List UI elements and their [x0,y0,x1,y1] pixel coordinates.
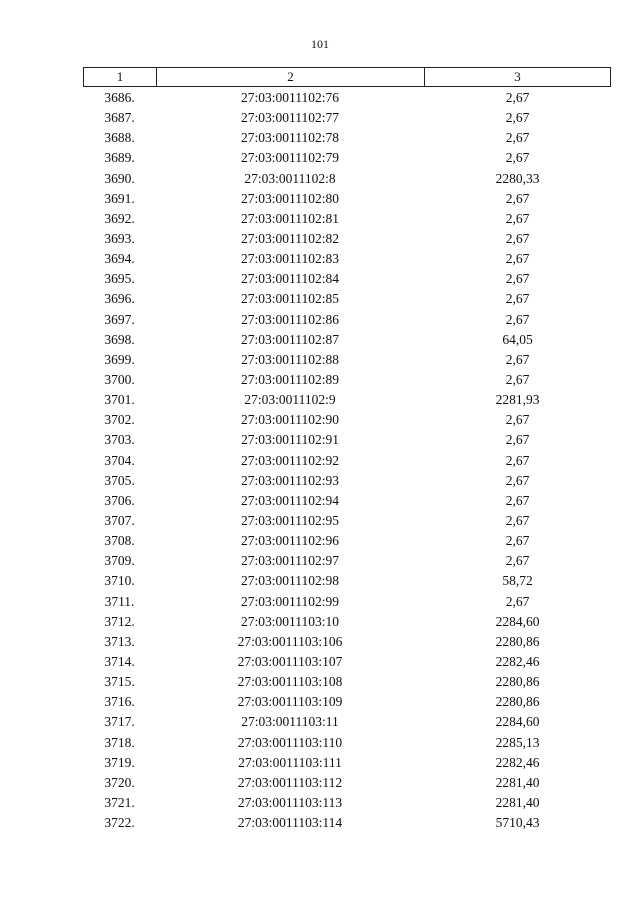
row-value: 2280,86 [495,694,540,710]
table-row [83,471,611,491]
row-number: 3713. [104,633,135,649]
cadastral-number: 27:03:0011103:109 [237,694,343,710]
row-value: 2284,60 [495,613,540,629]
cadastral-number: 27:03:0011102:91 [240,432,339,448]
row-value: 2,67 [505,553,530,569]
table-row [83,511,611,531]
row-number: 3703. [104,432,135,448]
row-value: 2280,86 [495,674,540,690]
table-row [83,169,611,189]
row-number: 3718. [104,734,135,750]
table-row [83,370,611,390]
cadastral-number: 27:03:0011102:95 [240,513,339,529]
table-row [83,310,611,330]
cadastral-number: 27:03:0011103:112 [237,774,343,790]
row-number: 3698. [104,331,135,347]
table-row [83,592,611,612]
row-value: 2,67 [505,472,530,488]
table-row [83,269,611,289]
table-row [83,712,611,732]
data-table [83,67,611,833]
table-row [83,632,611,652]
row-number: 3687. [104,110,135,126]
cadastral-number: 27:03:0011102:90 [240,412,339,428]
row-value: 2,67 [505,210,530,226]
row-value: 2281,40 [495,774,540,790]
row-number: 3695. [104,271,135,287]
table-row [83,229,611,249]
row-value: 2,67 [505,150,530,166]
cadastral-number: 27:03:0011102:87 [240,331,339,347]
cadastral-number: 27:03:0011103:10 [240,613,339,629]
cadastral-number: 27:03:0011102:83 [240,251,339,267]
row-value: 2285,13 [495,734,540,750]
row-number: 3690. [104,170,135,186]
cadastral-number: 27:03:0011102:84 [240,271,339,287]
cadastral-number: 27:03:0011103:114 [237,815,343,831]
table-row [83,672,611,692]
row-number: 3720. [104,774,135,790]
cadastral-number: 27:03:0011102:76 [240,90,339,106]
row-value: 2282,46 [495,654,540,669]
row-value: 2,67 [505,231,530,247]
row-value: 2,67 [505,533,530,549]
table-row [83,88,611,108]
row-value: 58,72 [502,573,533,589]
table-row [83,733,611,753]
row-value: 5710,43 [495,815,540,831]
table-row [83,128,611,148]
cadastral-number: 27:03:0011102:78 [240,130,339,146]
row-number: 3709. [104,553,135,569]
table-row [83,692,611,712]
cadastral-number: 27:03:0011102:86 [240,311,339,327]
cadastral-number: 27:03:0011102:77 [240,110,339,126]
row-number: 3715. [104,674,135,690]
cadastral-number: 27:03:0011103:110 [237,734,343,750]
row-number: 3714. [104,654,135,669]
row-value: 2,67 [505,251,530,267]
table-row [83,330,611,350]
cadastral-number: 27:03:0011102:92 [240,452,339,468]
row-value: 2,67 [505,593,530,609]
cadastral-number: 27:03:0011102:80 [240,190,339,206]
table-row [83,652,611,672]
table-row [83,571,611,591]
table-header [83,67,611,87]
column-header-3: 3 [514,69,521,84]
cadastral-number: 27:03:0011103:111 [238,754,342,770]
row-number: 3691. [104,190,135,206]
cadastral-number: 27:03:0011103:108 [237,674,343,690]
table-row [83,813,611,833]
row-value: 2282,46 [495,754,540,770]
row-number: 3719. [104,754,135,770]
row-number: 3686. [104,90,135,106]
table-row [83,551,611,571]
row-value: 2,67 [505,351,530,367]
table-row [83,410,611,430]
column-header-1: 1 [84,68,157,86]
row-number: 3702. [104,412,135,428]
cadastral-number: 27:03:0011102:8 [244,170,336,186]
cadastral-number: 27:03:0011102:82 [240,231,339,247]
row-value: 2,67 [505,513,530,529]
table-row [83,753,611,773]
cadastral-number: 27:03:0011102:93 [240,472,339,488]
row-number: 3700. [104,372,135,388]
cadastral-number: 27:03:0011103:11 [241,714,339,730]
table-row [83,430,611,450]
row-number: 3717. [104,714,135,730]
row-number: 3705. [104,472,135,488]
row-number: 3712. [104,613,135,629]
row-number: 3689. [104,150,135,166]
row-value: 2,67 [505,492,530,508]
row-number: 3710. [104,573,135,589]
table-row [83,491,611,511]
table-row [83,451,611,471]
cadastral-number: 27:03:0011102:99 [240,593,339,609]
cadastral-number: 27:03:0011103:107 [237,654,343,669]
table-row [83,209,611,229]
page-number: 101 [311,37,329,51]
table-row [83,773,611,793]
row-number: 3721. [104,794,135,810]
row-value: 2,67 [505,291,530,307]
row-number: 3699. [104,351,135,367]
cadastral-number: 27:03:0011102:79 [240,150,339,166]
cadastral-number: 27:03:0011102:88 [240,351,339,367]
row-value: 2,67 [505,311,530,327]
cadastral-number: 27:03:0011102:9 [244,392,336,408]
row-value: 2280,86 [495,633,540,649]
row-value: 2284,60 [495,714,540,730]
cadastral-number: 27:03:0011102:94 [240,492,339,508]
row-number: 3707. [104,513,135,529]
table-row [83,189,611,209]
column-header-2: 2 [157,68,425,86]
row-value: 2,67 [505,452,530,468]
cadastral-number: 27:03:0011102:81 [240,210,339,226]
row-value: 2,67 [505,372,530,388]
table-row [83,793,611,813]
row-value: 2,67 [505,190,530,206]
cadastral-number: 27:03:0011102:89 [240,372,339,388]
row-value: 2281,40 [495,794,540,810]
row-number: 3708. [104,533,135,549]
table-row [83,249,611,269]
row-number: 3704. [104,452,135,468]
row-number: 3706. [104,492,135,508]
row-value: 2,67 [505,271,530,287]
cadastral-number: 27:03:0011103:106 [237,633,343,649]
row-number: 3688. [104,130,135,146]
table-row [83,390,611,410]
row-value: 2,67 [505,90,530,106]
row-number: 3694. [104,251,135,267]
row-value: 2281,93 [495,392,540,408]
row-number: 3696. [104,291,135,307]
table-row [83,148,611,168]
table-row [83,289,611,309]
row-value: 2280,33 [495,170,540,186]
row-number: 3693. [104,231,135,247]
row-number: 3722. [104,815,135,831]
table-body [83,87,611,833]
row-number: 3701. [104,392,135,408]
row-number: 3692. [104,210,135,226]
row-value: 64,05 [502,331,533,347]
cadastral-number: 27:03:0011102:97 [240,553,339,569]
table-row [83,350,611,370]
cadastral-number: 27:03:0011102:96 [240,533,339,549]
cadastral-number: 27:03:0011102:98 [240,573,339,589]
row-number: 3697. [104,311,135,327]
row-number: 3716. [104,694,135,710]
table-row [83,108,611,128]
table-row [83,612,611,632]
table-row [83,531,611,551]
row-value: 2,67 [505,130,530,146]
row-number: 3711. [104,593,135,609]
cadastral-number: 27:03:0011102:85 [240,291,339,307]
row-value: 2,67 [505,412,530,428]
row-value: 2,67 [505,432,530,448]
cadastral-number: 27:03:0011103:113 [237,794,343,810]
row-value: 2,67 [505,110,530,126]
